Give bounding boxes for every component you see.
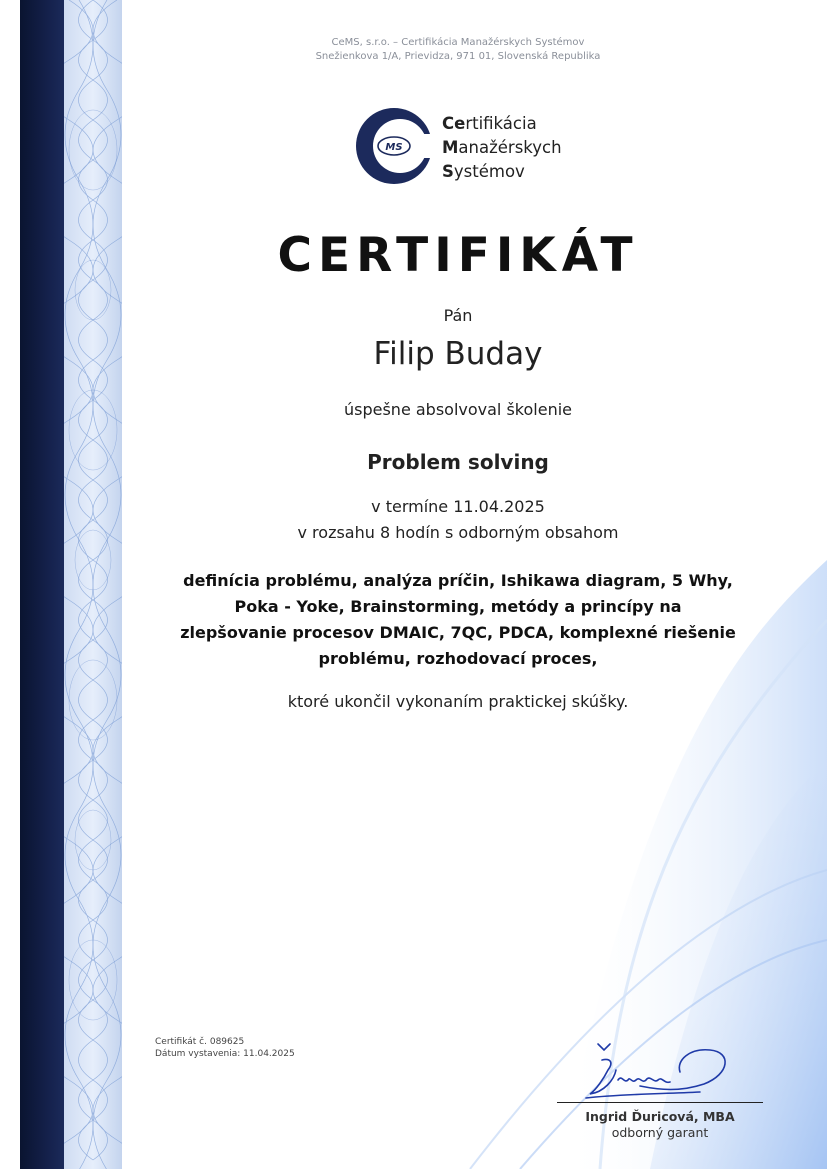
logo-line3-rest: ystémov	[453, 162, 525, 181]
topics-line-2: Poka - Yoke, Brainstorming, metódy a princípy na	[234, 597, 682, 616]
signer-role: odborný garant	[611, 1125, 709, 1140]
issuer-address-line: Snežienkova 1/A, Prievidza, 971 01, Slovenská Republika	[315, 51, 601, 62]
signer-block	[557, 1109, 763, 1141]
scope-line: v rozsahu 8 hodín s odborným obsahom	[297, 523, 619, 542]
issuer-header	[122, 36, 794, 64]
topics-line-4: problému, rozhodovací proces,	[318, 649, 598, 668]
course-name: Problem solving	[367, 450, 549, 474]
handwritten-signature	[580, 1040, 750, 1104]
issue-date: Dátum vystavenia: 11.04.2025	[155, 1049, 295, 1059]
closing-text: ktoré ukončil vykonaním praktickej skúšky.	[287, 692, 629, 711]
guilloche-border	[64, 0, 122, 1169]
logo-line2-rest: anažérskych	[458, 138, 562, 157]
course-topics	[150, 568, 766, 672]
term-block	[122, 494, 794, 546]
company-logo	[352, 104, 582, 188]
recipient-name: Filip Buday	[373, 336, 543, 372]
signature-line	[557, 1102, 763, 1103]
logo-line2-bold: M	[442, 138, 459, 157]
logo-mark-text: MS	[385, 142, 403, 153]
signer-name: Ingrid Ďuricová, MBA	[585, 1109, 735, 1124]
logo-line3-bold: S	[442, 162, 454, 181]
topics-line-1: definícia problému, analýza príčin, Ishikawa diagram, 5 Why,	[183, 571, 733, 590]
certificate-number: Certifikát č. 089625	[155, 1037, 245, 1047]
logo-line1-rest: rtifikácia	[465, 114, 537, 133]
completion-text: úspešne absolvoval školenie	[343, 400, 572, 419]
certificate-info	[155, 1036, 295, 1060]
term-line: v termíne 11.04.2025	[371, 497, 545, 516]
topics-line-3: zlepšovanie procesov DMAIC, 7QC, PDCA, komplexné riešenie	[180, 623, 736, 642]
issuer-company-line: CeMS, s.r.o. – Certifikácia Manažérskych Systémov	[331, 37, 585, 48]
logo-line1-bold: Ce	[442, 114, 466, 133]
left-dark-band	[20, 0, 64, 1169]
salutation: Pán	[443, 306, 473, 325]
logo-mark-icon	[352, 104, 436, 188]
certificate-title: CERTIFIKÁT	[277, 228, 639, 283]
logo-wordmark	[442, 112, 562, 184]
